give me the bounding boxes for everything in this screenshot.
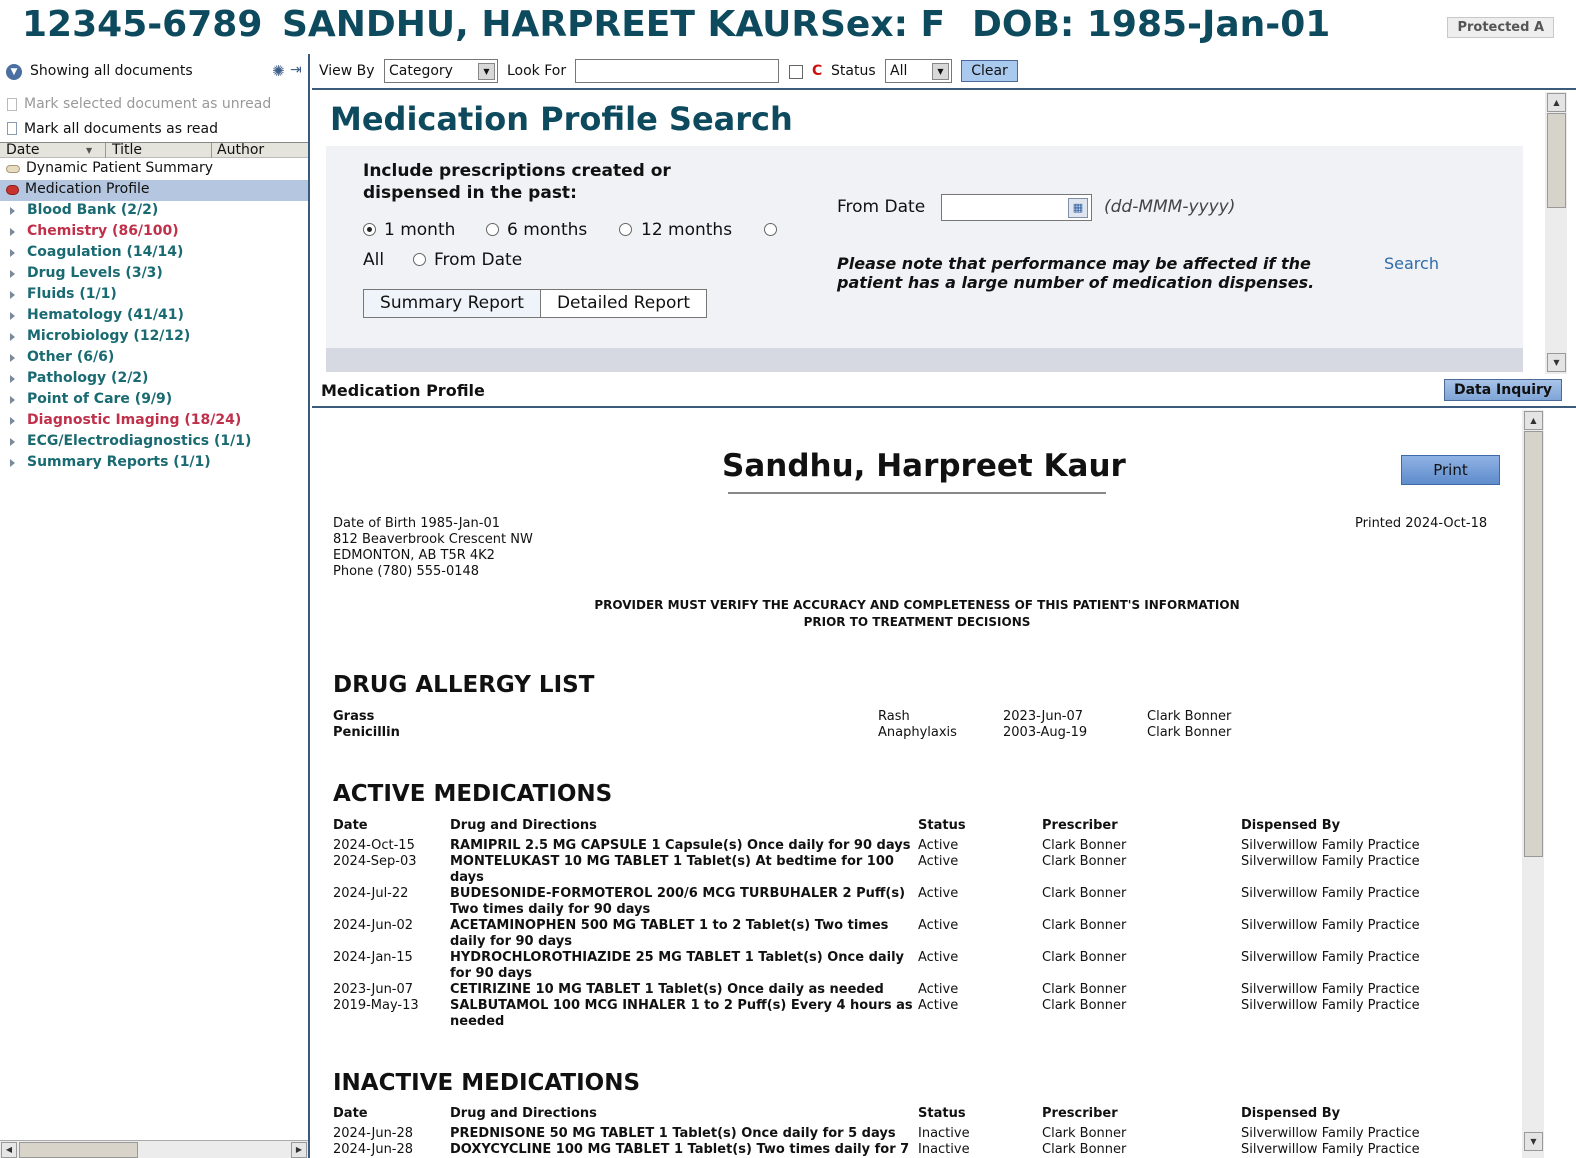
col-prescriber: Prescriber bbox=[1042, 1106, 1118, 1121]
data-inquiry-button[interactable]: Data Inquiry bbox=[1444, 379, 1562, 401]
status-value: All bbox=[890, 63, 908, 79]
performance-note: Please note that performance may be affected if the patient has a large number of medication dispenses. bbox=[837, 254, 1315, 292]
category-label: Fluids (1/1) bbox=[27, 286, 117, 302]
patient-header bbox=[0, 0, 1576, 54]
expand-triangle-icon[interactable] bbox=[10, 270, 15, 278]
med-drug: MONTELUKAST 10 MG TABLET 1 Tablet(s) At bedtime for 100 days bbox=[450, 854, 894, 885]
col-date: Date bbox=[333, 1106, 368, 1121]
page-title: Medication Profile Search bbox=[330, 100, 793, 138]
title-underline bbox=[728, 492, 1106, 494]
col-title[interactable]: Title bbox=[112, 142, 143, 158]
med-drug: ACETAMINOPHEN 500 MG TABLET 1 to 2 Tablet(s) Two times daily for 90 days bbox=[450, 918, 889, 949]
tree-item-category[interactable] bbox=[0, 453, 308, 474]
scroll-up-icon[interactable]: ▲ bbox=[1524, 411, 1543, 430]
search-box bbox=[326, 146, 1523, 348]
from-date-label: From Date bbox=[837, 197, 926, 217]
med-prescriber: Clark Bonner bbox=[1042, 1142, 1127, 1157]
radio-12-months[interactable] bbox=[619, 223, 632, 236]
category-label: Hematology (41/41) bbox=[27, 307, 184, 323]
med-status: Active bbox=[918, 950, 959, 965]
expand-triangle-icon[interactable] bbox=[10, 312, 15, 320]
allergy-reaction: Rash bbox=[878, 709, 910, 724]
expand-triangle-icon[interactable] bbox=[10, 207, 15, 215]
category-label: ECG/Electrodiagnostics (1/1) bbox=[27, 433, 252, 449]
category-label: Chemistry (86/100) bbox=[27, 223, 179, 239]
protected-badge: Protected A bbox=[1447, 17, 1554, 38]
detailed-report-button[interactable]: Detailed Report bbox=[540, 289, 707, 318]
print-button[interactable]: Print bbox=[1401, 455, 1500, 485]
summary-pill-icon bbox=[6, 165, 20, 173]
tree-item-dynamic-summary[interactable] bbox=[0, 159, 308, 180]
col-dispensed-by: Dispensed By bbox=[1241, 1106, 1341, 1121]
col-prescriber: Prescriber bbox=[1042, 818, 1118, 833]
document-sidebar bbox=[0, 54, 310, 1158]
expand-triangle-icon[interactable] bbox=[10, 354, 15, 362]
expand-triangle-icon[interactable] bbox=[10, 375, 15, 383]
allergy-name: Grass bbox=[333, 709, 375, 724]
med-dispensed-by: Silverwillow Family Practice bbox=[1241, 982, 1420, 997]
med-status: Inactive bbox=[918, 1126, 970, 1141]
scroll-thumb[interactable] bbox=[19, 1142, 138, 1158]
showing-label: Showing all documents bbox=[30, 63, 193, 79]
scroll-up-icon[interactable]: ▲ bbox=[1547, 93, 1566, 112]
scroll-down-icon[interactable]: ▼ bbox=[1547, 353, 1566, 372]
allergy-name: Penicillin bbox=[333, 725, 400, 740]
med-status: Active bbox=[918, 998, 959, 1013]
chevron-down-icon: ▼ bbox=[478, 63, 495, 80]
mark-read-link[interactable]: Mark all documents as read bbox=[24, 121, 219, 137]
med-dispensed-by: Silverwillow Family Practice bbox=[1241, 998, 1420, 1013]
expand-triangle-icon[interactable] bbox=[10, 438, 15, 446]
med-status: Active bbox=[918, 918, 959, 933]
filter-dropdown-icon[interactable]: ▼ bbox=[6, 64, 22, 80]
med-date: 2024-Jun-28 bbox=[333, 1126, 414, 1141]
med-prescriber: Clark Bonner bbox=[1042, 918, 1127, 933]
med-prescriber: Clark Bonner bbox=[1042, 950, 1127, 965]
c-checkbox[interactable] bbox=[789, 65, 803, 79]
scroll-right-icon[interactable]: ▶ bbox=[291, 1142, 307, 1158]
mark-unread-icon bbox=[7, 98, 17, 111]
category-label: Microbiology (12/12) bbox=[27, 328, 191, 344]
calendar-icon[interactable]: ▦ bbox=[1068, 198, 1088, 218]
verify-warning-2: PRIOR TO TREATMENT DECISIONS bbox=[803, 615, 1031, 629]
c-label: C bbox=[812, 63, 823, 79]
med-dispensed-by: Silverwillow Family Practice bbox=[1241, 854, 1420, 869]
include-label: Include prescriptions created or dispensed in the past: bbox=[363, 161, 671, 203]
date-format-hint: (dd-MMM-yyyy) bbox=[1104, 197, 1236, 217]
radio-all-label: All bbox=[363, 250, 385, 270]
med-date: 2024-Jan-15 bbox=[333, 950, 413, 965]
expand-triangle-icon[interactable] bbox=[10, 228, 15, 236]
med-date: 2019-May-13 bbox=[333, 998, 419, 1013]
med-status: Inactive bbox=[918, 1142, 970, 1157]
col-date[interactable]: Date bbox=[6, 142, 40, 158]
med-prescriber: Clark Bonner bbox=[1042, 982, 1127, 997]
tree-item-category[interactable] bbox=[0, 327, 308, 348]
tree-item-category[interactable] bbox=[0, 369, 308, 390]
report-address-2: EDMONTON, AB T5R 4K2 bbox=[333, 548, 495, 563]
tree-item-category[interactable] bbox=[0, 306, 308, 327]
med-date: 2024-Oct-15 bbox=[333, 838, 415, 853]
category-label: Diagnostic Imaging (18/24) bbox=[27, 412, 242, 428]
tree-item-category[interactable] bbox=[0, 432, 308, 453]
radio-12-months-label: 12 months bbox=[641, 220, 733, 240]
category-label: Point of Care (9/9) bbox=[27, 391, 173, 407]
medication-profile-title: Medication Profile bbox=[321, 381, 485, 400]
med-prescriber: Clark Bonner bbox=[1042, 886, 1127, 901]
allergy-recorded-by: Clark Bonner bbox=[1147, 725, 1232, 740]
view-by-value: Category bbox=[389, 63, 453, 79]
expand-triangle-icon[interactable] bbox=[10, 396, 15, 404]
med-prescriber: Clark Bonner bbox=[1042, 998, 1127, 1013]
medication-report bbox=[312, 410, 1576, 1158]
med-dispensed-by: Silverwillow Family Practice bbox=[1241, 950, 1420, 965]
allergy-section-title: DRUG ALLERGY LIST bbox=[333, 672, 595, 698]
patient-name: SANDHU, HARPREET KAUR bbox=[282, 4, 820, 45]
tree-item-category[interactable] bbox=[0, 222, 308, 243]
category-label: Blood Bank (2/2) bbox=[27, 202, 159, 218]
med-status: Active bbox=[918, 886, 959, 901]
radio-1-month-label: 1 month bbox=[384, 220, 456, 240]
col-author[interactable]: Author bbox=[217, 142, 265, 158]
med-status: Active bbox=[918, 838, 959, 853]
search-pane bbox=[312, 92, 1576, 374]
chevron-down-icon: ▼ bbox=[932, 63, 949, 80]
expand-triangle-icon[interactable] bbox=[10, 459, 15, 467]
med-date: 2024-Jul-22 bbox=[333, 886, 409, 901]
patient-dob: DOB: 1985-Jan-01 bbox=[972, 4, 1331, 45]
report-scrollbar[interactable] bbox=[1522, 410, 1544, 1158]
tree-item-category[interactable] bbox=[0, 243, 308, 264]
search-box-footer bbox=[326, 348, 1523, 372]
horizontal-scrollbar[interactable] bbox=[0, 1140, 308, 1158]
col-status: Status bbox=[918, 1106, 966, 1121]
scroll-thumb[interactable] bbox=[1524, 431, 1543, 857]
tree-item-category[interactable] bbox=[0, 201, 308, 222]
allergy-date: 2023-Jun-07 bbox=[1003, 709, 1084, 724]
col-date: Date bbox=[333, 818, 368, 833]
allergy-recorded-by: Clark Bonner bbox=[1147, 709, 1232, 724]
radio-all[interactable] bbox=[764, 223, 777, 236]
col-dispensed-by: Dispensed By bbox=[1241, 818, 1341, 833]
look-for-label: Look For bbox=[507, 63, 567, 79]
radio-from-date-label: From Date bbox=[434, 250, 523, 270]
scroll-down-icon[interactable]: ▼ bbox=[1524, 1132, 1543, 1151]
report-phone: Phone (780) 555-0148 bbox=[333, 564, 480, 579]
status-label: Status bbox=[831, 63, 876, 79]
mark-unread-link[interactable]: Mark selected document as unread bbox=[24, 96, 272, 112]
expand-triangle-icon[interactable] bbox=[10, 417, 15, 425]
clear-button[interactable]: Clear bbox=[961, 60, 1018, 82]
radio-from-date[interactable] bbox=[413, 253, 426, 266]
allergy-reaction: Anaphylaxis bbox=[878, 725, 957, 740]
med-date: 2023-Jun-07 bbox=[333, 982, 414, 997]
med-status: Active bbox=[918, 982, 959, 997]
active-section-title: ACTIVE MEDICATIONS bbox=[333, 781, 613, 807]
column-header bbox=[0, 142, 308, 158]
med-prescriber: Clark Bonner bbox=[1042, 854, 1127, 869]
collapse-icon[interactable]: ⇥ bbox=[290, 62, 302, 78]
medication-pill-icon bbox=[6, 185, 19, 195]
settings-icon[interactable]: ✺ bbox=[272, 62, 285, 80]
tree-item-category[interactable] bbox=[0, 264, 308, 285]
med-prescriber: Clark Bonner bbox=[1042, 838, 1127, 853]
tree-item-label: Medication Profile bbox=[25, 181, 150, 197]
radio-6-months[interactable] bbox=[486, 223, 499, 236]
scroll-thumb[interactable] bbox=[1547, 113, 1566, 208]
tree-item-category[interactable] bbox=[0, 348, 308, 369]
col-status: Status bbox=[918, 818, 966, 833]
sort-desc-icon: ▼ bbox=[86, 146, 93, 155]
med-dispensed-by: Silverwillow Family Practice bbox=[1241, 886, 1420, 901]
med-drug: BUDESONIDE-FORMOTEROL 200/6 MCG TURBUHALER 2 Puff(s) Two times daily for 90 days bbox=[450, 886, 906, 917]
look-for-input[interactable] bbox=[575, 59, 779, 83]
verify-warning-1: PROVIDER MUST VERIFY THE ACCURACY AND COMPLETENESS OF THIS PATIENT'S INFORMATION bbox=[594, 598, 1240, 612]
tree-item-label: Dynamic Patient Summary bbox=[26, 160, 214, 176]
expand-triangle-icon[interactable] bbox=[10, 249, 15, 257]
radio-6-months-label: 6 months bbox=[507, 220, 588, 240]
filter-toolbar bbox=[312, 54, 1576, 90]
med-prescriber: Clark Bonner bbox=[1042, 1126, 1127, 1141]
category-label: Summary Reports (1/1) bbox=[27, 454, 211, 470]
summary-report-button[interactable]: Summary Report bbox=[363, 289, 541, 318]
search-link[interactable]: Search bbox=[1384, 254, 1439, 273]
view-by-label: View By bbox=[319, 63, 375, 79]
category-label: Other (6/6) bbox=[27, 349, 115, 365]
med-drug: SALBUTAMOL 100 MCG INHALER 1 to 2 Puff(s) Every 4 hours as needed bbox=[450, 998, 913, 1029]
med-date: 2024-Jun-02 bbox=[333, 918, 414, 933]
tree-item-medication-profile[interactable] bbox=[0, 180, 308, 201]
med-drug: HYDROCHLOROTHIAZIDE 25 MG TABLET 1 Tablet(s) Once daily for 90 days bbox=[450, 950, 905, 981]
med-dispensed-by: Silverwillow Family Practice bbox=[1241, 1142, 1420, 1157]
report-patient-name: Sandhu, Harpreet Kaur bbox=[722, 448, 1126, 484]
patient-id: 12345-6789 bbox=[22, 4, 263, 45]
view-by-select[interactable] bbox=[384, 59, 498, 83]
category-label: Pathology (2/2) bbox=[27, 370, 149, 386]
inactive-section-title: INACTIVE MEDICATIONS bbox=[333, 1070, 641, 1096]
med-drug: DOXYCYCLINE 100 MG TABLET 1 Tablet(s) Two times daily for 7 bbox=[450, 1142, 910, 1157]
status-select[interactable] bbox=[885, 59, 952, 83]
tree-item-category[interactable] bbox=[0, 390, 308, 411]
tree-item-category[interactable] bbox=[0, 411, 308, 432]
col-drug: Drug and Directions bbox=[450, 1106, 597, 1121]
mark-read-icon bbox=[7, 122, 17, 135]
medication-profile-bar bbox=[312, 374, 1576, 408]
med-dispensed-by: Silverwillow Family Practice bbox=[1241, 918, 1420, 933]
allergy-date: 2003-Aug-19 bbox=[1003, 725, 1088, 740]
report-dob: Date of Birth 1985-Jan-01 bbox=[333, 516, 500, 531]
search-pane-scrollbar[interactable] bbox=[1545, 92, 1567, 374]
med-dispensed-by: Silverwillow Family Practice bbox=[1241, 1126, 1420, 1141]
med-date: 2024-Jun-28 bbox=[333, 1142, 414, 1157]
med-status: Active bbox=[918, 854, 959, 869]
patient-sex: Sex: F bbox=[820, 4, 946, 45]
med-drug: CETIRIZINE 10 MG TABLET 1 Tablet(s) Once daily as needed bbox=[450, 982, 884, 997]
med-date: 2024-Sep-03 bbox=[333, 854, 417, 869]
tree-item-category[interactable] bbox=[0, 285, 308, 306]
showing-bar bbox=[0, 54, 308, 90]
radio-1-month[interactable] bbox=[363, 223, 376, 236]
med-dispensed-by: Silverwillow Family Practice bbox=[1241, 838, 1420, 853]
expand-triangle-icon[interactable] bbox=[10, 291, 15, 299]
category-label: Coagulation (14/14) bbox=[27, 244, 184, 260]
report-printed-date: Printed 2024-Oct-18 bbox=[1355, 516, 1488, 531]
expand-triangle-icon[interactable] bbox=[10, 333, 15, 341]
col-drug: Drug and Directions bbox=[450, 818, 597, 833]
category-label: Drug Levels (3/3) bbox=[27, 265, 163, 281]
med-drug: RAMIPRIL 2.5 MG CAPSULE 1 Capsule(s) Once daily for 90 days bbox=[450, 838, 911, 853]
scroll-left-icon[interactable]: ◀ bbox=[1, 1142, 17, 1158]
med-drug: PREDNISONE 50 MG TABLET 1 Tablet(s) Once daily for 5 days bbox=[450, 1126, 896, 1141]
report-address-1: 812 Beaverbrook Crescent NW bbox=[333, 532, 533, 547]
